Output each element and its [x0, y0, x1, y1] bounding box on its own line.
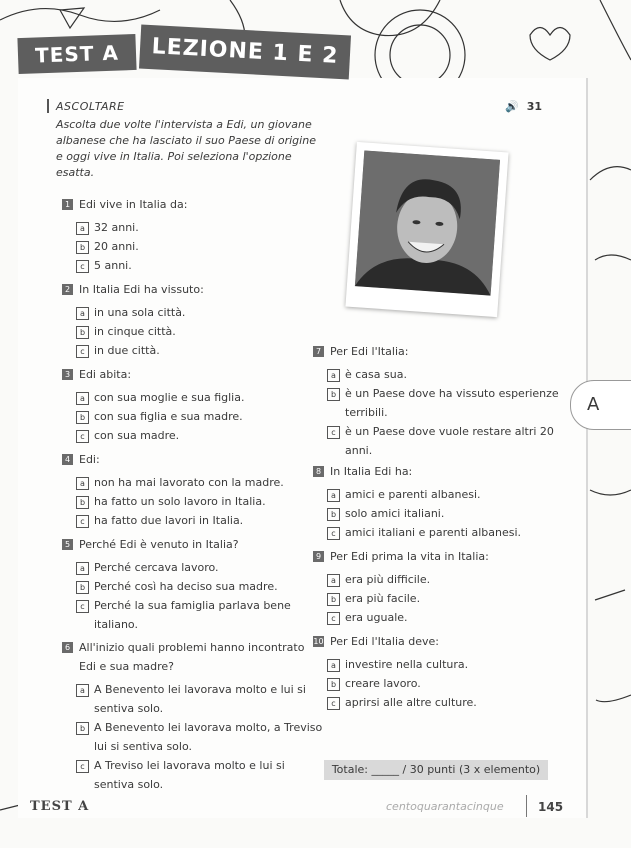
- question-text: Per Edi l'Italia:: [330, 345, 409, 358]
- question-number: 1: [62, 199, 73, 210]
- option-text: in due città.: [94, 344, 160, 357]
- option-text: aprirsi alle altre culture.: [345, 696, 477, 709]
- option-text: con sua madre.: [94, 429, 180, 442]
- option-text-cont: sentiva solo.: [94, 778, 164, 791]
- option-text: A Benevento lei lavorava molto e lui si: [94, 683, 306, 696]
- footer-page-word: centoquarantacinque: [386, 800, 504, 813]
- portrait-image: [355, 150, 500, 295]
- option-3-c[interactable]: [76, 426, 179, 445]
- option-3-a[interactable]: [76, 388, 244, 407]
- option-text: Perché cercava lavoro.: [94, 561, 219, 574]
- option-checkbox[interactable]: a: [76, 477, 89, 490]
- footer-test-label: TEST A: [30, 799, 90, 814]
- question-text: Per Edi prima la vita in Italia:: [330, 550, 489, 563]
- option-checkbox[interactable]: c: [327, 527, 340, 540]
- question-text: In Italia Edi ha:: [330, 465, 413, 478]
- question-6: [62, 638, 304, 676]
- option-5-a[interactable]: [76, 558, 219, 577]
- option-text: 20 anni.: [94, 240, 139, 253]
- question-number: 2: [62, 284, 73, 295]
- option-text: A Treviso lei lavorava molto e lui si: [94, 759, 285, 772]
- question-text: Edi:: [79, 453, 100, 466]
- question-number: 8: [313, 466, 324, 477]
- question-text: Edi vive in Italia da:: [79, 198, 188, 211]
- option-checkbox[interactable]: c: [76, 430, 89, 443]
- question-text: In Italia Edi ha vissuto:: [79, 283, 204, 296]
- option-1-b[interactable]: [76, 237, 139, 256]
- question-2: [62, 280, 204, 299]
- question-text-cont: Edi e sua madre?: [79, 660, 175, 673]
- question-text: Perché Edi è venuto in Italia?: [79, 538, 239, 551]
- side-tab-a: A: [570, 380, 631, 430]
- option-6-b[interactable]: [76, 718, 322, 756]
- test-tab: TEST A: [17, 34, 136, 74]
- option-7-c[interactable]: [327, 422, 554, 460]
- option-checkbox[interactable]: a: [76, 684, 89, 697]
- option-text: in una sola città.: [94, 306, 186, 319]
- question-9: [313, 547, 489, 566]
- option-text-cont: italiano.: [94, 618, 138, 631]
- option-checkbox[interactable]: b: [76, 326, 89, 339]
- option-text: non ha mai lavorato con la madre.: [94, 476, 284, 489]
- option-2-c[interactable]: [76, 341, 160, 360]
- option-7-a[interactable]: [327, 365, 407, 384]
- option-checkbox[interactable]: b: [76, 241, 89, 254]
- total-score: / 30 punti (3 x elemento): [402, 763, 541, 776]
- option-checkbox[interactable]: b: [327, 678, 340, 691]
- option-text-cont: lui si sentiva solo.: [94, 740, 193, 753]
- option-checkbox[interactable]: a: [327, 659, 340, 672]
- option-checkbox[interactable]: c: [76, 345, 89, 358]
- option-9-c[interactable]: [327, 608, 408, 627]
- option-text: con sua moglie e sua figlia.: [94, 391, 245, 404]
- option-2-a[interactable]: [76, 303, 185, 322]
- question-4: [62, 450, 100, 469]
- option-8-b[interactable]: [327, 504, 444, 523]
- option-8-c[interactable]: [327, 523, 521, 542]
- option-text: 32 anni.: [94, 221, 139, 234]
- total-label: Totale:: [331, 763, 368, 776]
- option-text: era più facile.: [345, 592, 421, 605]
- total-blank: _____: [371, 763, 399, 776]
- option-7-b[interactable]: [327, 384, 559, 422]
- section-marker: [47, 99, 49, 113]
- option-checkbox[interactable]: c: [76, 600, 89, 613]
- question-number: 5: [62, 539, 73, 550]
- option-text: è un Paese dove ha vissuto esperienze: [345, 387, 559, 400]
- option-checkbox[interactable]: a: [327, 369, 340, 382]
- option-6-a[interactable]: [76, 680, 306, 718]
- question-10: [313, 632, 439, 651]
- option-10-b[interactable]: [327, 674, 421, 693]
- option-checkbox[interactable]: b: [76, 411, 89, 424]
- question-text: All'inizio quali problemi hanno incontrato: [79, 641, 305, 654]
- option-checkbox[interactable]: c: [327, 697, 340, 710]
- option-checkbox[interactable]: b: [327, 593, 340, 606]
- option-text: è un Paese dove vuole restare altri 20: [345, 425, 554, 438]
- option-10-a[interactable]: [327, 655, 468, 674]
- option-text: era uguale.: [345, 611, 408, 624]
- option-text: è casa sua.: [345, 368, 407, 381]
- option-3-b[interactable]: [76, 407, 243, 426]
- section-title: ASCOLTARE: [56, 100, 125, 113]
- question-number: 10: [313, 637, 324, 646]
- option-9-b[interactable]: [327, 589, 420, 608]
- option-text-cont: anni.: [345, 444, 373, 457]
- lesson-tab: LEZIONE 1 E 2: [139, 25, 351, 80]
- question-number: 7: [313, 346, 324, 357]
- question-1: [62, 195, 187, 214]
- section-intro: Ascolta due volte l'intervista a Edi, un giovane albanese che ha lasciato il suo Paese di origine e oggi vive in Italia. Poi seleziona l'opzione esatta.: [56, 118, 316, 179]
- option-checkbox[interactable]: c: [76, 260, 89, 273]
- option-checkbox[interactable]: a: [76, 562, 89, 575]
- option-4-b[interactable]: [76, 492, 266, 511]
- footer-page-number: 145: [538, 800, 564, 814]
- option-6-c[interactable]: [76, 756, 285, 794]
- question-5: [62, 535, 239, 554]
- option-text: A Benevento lei lavorava molto, a Treviso: [94, 721, 323, 734]
- option-checkbox[interactable]: a: [76, 392, 89, 405]
- question-text: Per Edi l'Italia deve:: [330, 635, 439, 648]
- portrait-drawing: [355, 150, 500, 295]
- option-text: con sua figlia e sua madre.: [94, 410, 243, 423]
- option-text: investire nella cultura.: [345, 658, 469, 671]
- audio-track-number: 31: [526, 100, 543, 113]
- question-8: [313, 462, 412, 481]
- option-2-b[interactable]: [76, 322, 176, 341]
- option-checkbox[interactable]: b: [76, 722, 89, 735]
- option-1-a[interactable]: [76, 218, 139, 237]
- option-checkbox[interactable]: a: [327, 574, 340, 587]
- option-text-cont: sentiva solo.: [94, 702, 164, 715]
- question-7: [313, 342, 408, 361]
- option-5-c[interactable]: [76, 596, 291, 634]
- option-text: 5 anni.: [94, 259, 132, 272]
- option-checkbox[interactable]: a: [76, 307, 89, 320]
- option-checkbox[interactable]: c: [76, 515, 89, 528]
- option-checkbox[interactable]: b: [76, 581, 89, 594]
- interviewee-photo: [345, 142, 508, 317]
- option-text: creare lavoro.: [345, 677, 421, 690]
- option-text: ha fatto due lavori in Italia.: [94, 514, 244, 527]
- option-9-a[interactable]: [327, 570, 430, 589]
- question-number: 6: [62, 642, 73, 653]
- option-text: Perché la sua famiglia parlava bene: [94, 599, 291, 612]
- total-score-box: [324, 760, 548, 780]
- option-checkbox[interactable]: a: [327, 489, 340, 502]
- question-text: Edi abita:: [79, 368, 132, 381]
- option-checkbox[interactable]: b: [76, 496, 89, 509]
- option-text: amici e parenti albanesi.: [345, 488, 481, 501]
- option-text-cont: terribili.: [345, 406, 388, 419]
- option-5-b[interactable]: [76, 577, 278, 596]
- option-checkbox[interactable]: b: [327, 508, 340, 521]
- audio-track: [505, 100, 542, 113]
- option-1-c[interactable]: [76, 256, 132, 275]
- footer-separator: [526, 795, 527, 817]
- option-text: ha fatto un solo lavoro in Italia.: [94, 495, 266, 508]
- option-8-a[interactable]: [327, 485, 481, 504]
- option-checkbox[interactable]: c: [76, 760, 89, 773]
- question-number: 3: [62, 369, 73, 380]
- option-text: in cinque città.: [94, 325, 176, 338]
- option-checkbox[interactable]: b: [327, 388, 340, 401]
- option-4-a[interactable]: [76, 473, 284, 492]
- option-4-c[interactable]: [76, 511, 243, 530]
- question-number: 4: [62, 454, 73, 465]
- question-3: [62, 365, 131, 384]
- speaker-icon: 🔊: [505, 100, 519, 113]
- question-number: 9: [313, 551, 324, 562]
- option-checkbox[interactable]: c: [327, 426, 340, 439]
- option-10-c[interactable]: [327, 693, 477, 712]
- option-text: era più difficile.: [345, 573, 431, 586]
- option-text: solo amici italiani.: [345, 507, 445, 520]
- option-text: Perché così ha deciso sua madre.: [94, 580, 278, 593]
- option-text: amici italiani e parenti albanesi.: [345, 526, 522, 539]
- option-checkbox[interactable]: a: [76, 222, 89, 235]
- option-checkbox[interactable]: c: [327, 612, 340, 625]
